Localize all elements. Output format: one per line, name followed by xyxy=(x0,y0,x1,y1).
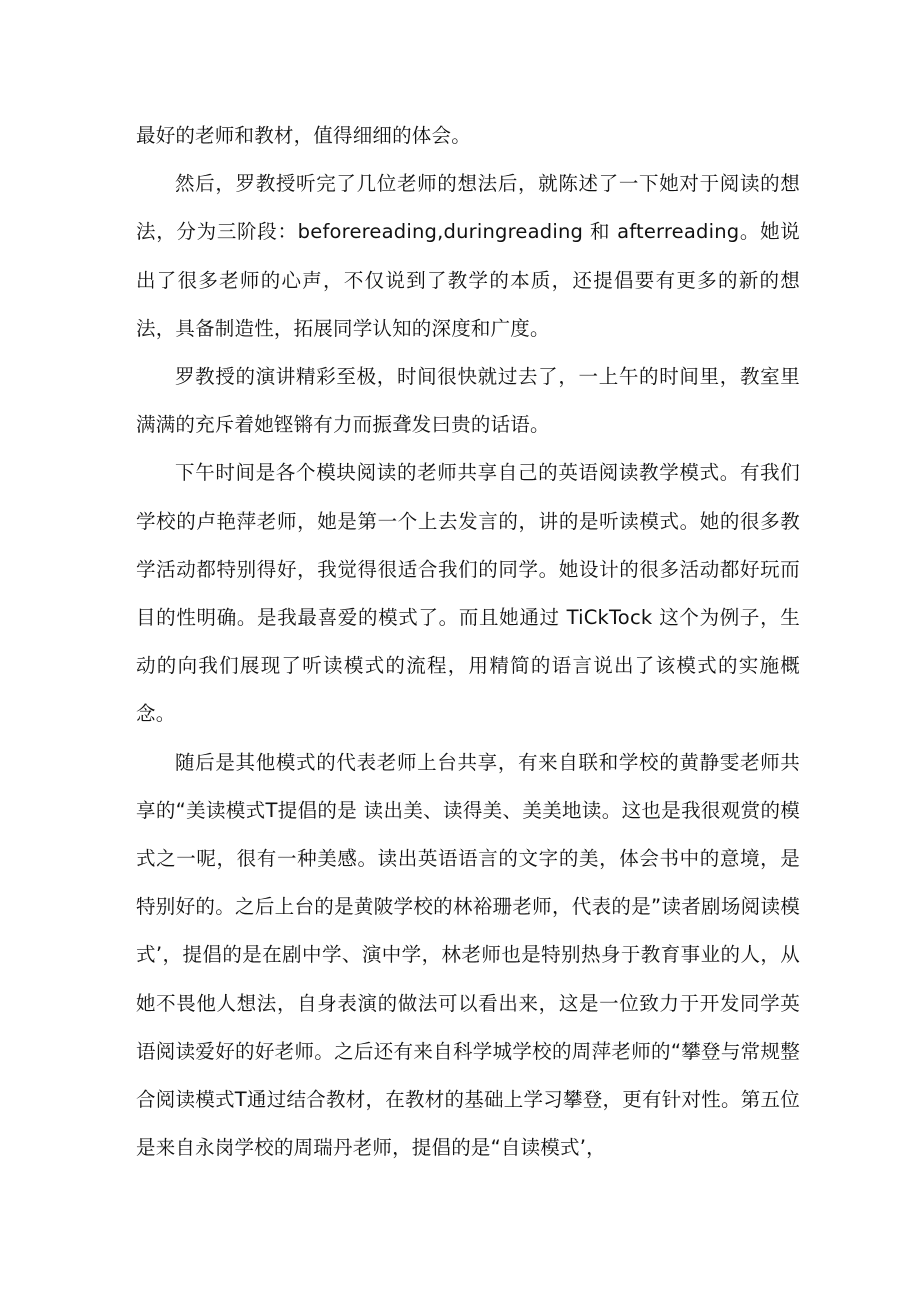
paragraph-5: 随后是其他模式的代表老师上台共享，有来自联和学校的黄静雯老师共享的“美读模式T提倡的是 读出美、读得美、美美地读。这也是我很观赏的模式之一呢，很有一种美感。读出英语语言的文字的美，体会书中的意境，是特别好的。之后上台的是黄陂学校的林裕珊老师，代表的是”读者剧场阅读模式’，提倡的是在剧中学、演中学，林老师也是特别热身于教育事业的人，从她不畏他人想法，自身表演的做法可以看出来，这是一位致力于开发同学英语阅读爱好的好老师。之后还有来自科学城学校的周萍老师的“攀登与常规整合阅读模式T通过结合教材，在教材的基础上学习攀登，更有针对性。第五位是来自永岗学校的周瑞丹老师，提倡的是“自读模式’， xyxy=(136,750,800,1160)
document-body xyxy=(136,112,800,1172)
paragraph-4: 下午时间是各个模块阅读的老师共享自己的英语阅读教学模式。有我们学校的卢艳萍老师，她是第一个上去发言的，讲的是听读模式。她的很多教学活动都特别得好，我觉得很适合我们的同学。她设计的很多活动都好玩而目的性明确。是我最喜爱的模式了。而且她通过 TiCkTock 这个为例子，生动的向我们展现了听读模式的流程，用精简的语言说出了该模式的实施概念。 xyxy=(136,461,800,726)
paragraph-3: 罗教授的演讲精彩至极，时间很快就过去了，一上午的时间里，教室里满满的充斥着她铿锵有力而振聋发曰贵的话语。 xyxy=(136,365,800,437)
paragraph-2: 然后，罗教授听完了几位老师的想法后，就陈述了一下她对于阅读的想法，分为三阶段：beforereading,duringreading 和 afterreading。她说出了很多老师的心声，不仅说到了教学的本质，还提倡要有更多的新的想法，具备制造性，拓展同学认知的深度和广度。 xyxy=(136,172,800,340)
paragraph-1: 最好的老师和教材，值得细细的体会。 xyxy=(136,124,471,147)
